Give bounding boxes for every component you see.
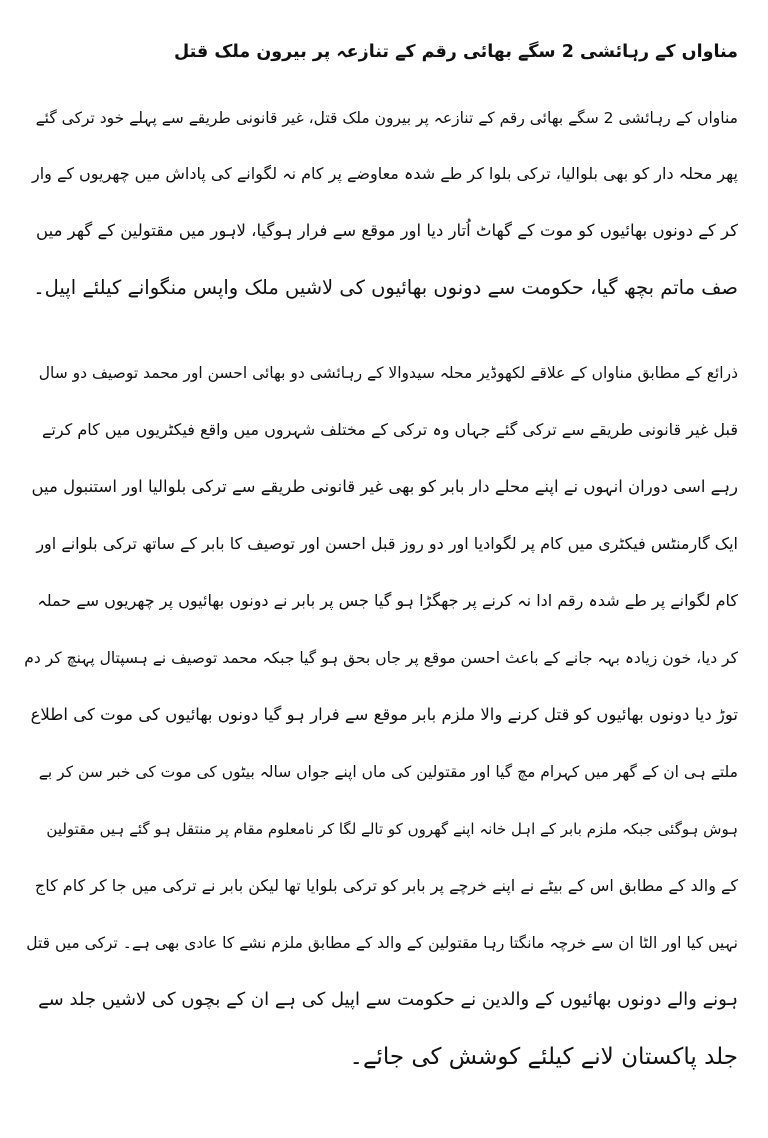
- body-line: کر دیا، خون زیادہ بہہ جانے کے باعث احسن موقع پر جاں بحق ہو گیا جبکہ محمد توصیف نے ہسپتال پہنچ کر دم: [24, 649, 738, 667]
- intro-line: پھر محلہ دار کو بھی بلوالیا، ترکی بلوا کر طے شدہ معاوضے پر کام نہ لگوانے کی پاداش میں چھریوں کے وار: [31, 164, 738, 183]
- article-headline: مناواں کے رہائشی 2 سگے بھائی رقم کے تنازعہ پر بیرون ملک قتل: [174, 42, 738, 62]
- body-line: نہیں کیا اور الٹا ان سے خرچہ مانگتا رہا مقتولین کے والد کے مطابق ملزم نشے کا عادی بھی ہے۔ ترکی میں قتل: [26, 934, 738, 952]
- intro-line: صف ماتم بچھ گیا، حکومت سے دونوں بھائیوں کی لاشیں ملک واپس منگوانے کیلئے اپیل۔: [33, 276, 738, 299]
- body-line: کے والد کے مطابق اس کے بیٹے نے اپنے خرچے پر بابر کو ترکی بلوایا تھا لیکن بابر نے ترکی میں جا کر کام کاج: [34, 876, 738, 895]
- body-line: جلد پاکستان لانے کیلئے کوشش کی جائے۔: [349, 1044, 738, 1070]
- body-line: ذرائع کے مطابق مناواں کے علاقے لکھوڈیر محلہ سیدوالا کے رہائشی دو بھائی احسن اور محمد توصیف دو سال: [38, 364, 738, 382]
- body-line: قبل غیر قانونی طریقے سے ترکی گئے جہاں وہ ترکی کے مختلف شہروں میں واقع فیکٹریوں میں کام کرتے: [41, 420, 738, 439]
- body-line: ہونے والے دونوں بھائیوں کے والدین نے حکومت سے اپیل کی ہے ان کے بچوں کی لاشیں جلد سے: [38, 989, 738, 1010]
- intro-line: کر کے دونوں بھائیوں کو موت کے گھاٹ اُتار دیا اور موقع سے فرار ہوگیا، لاہور میں مقتولین کے گھر میں: [36, 221, 738, 240]
- body-line: ایک گارمنٹس فیکٹری میں کام پر لگوادیا اور دو روز قبل احسن اور توصیف کا بابر کے ساتھ ترکی بلوانے اور: [36, 534, 738, 553]
- body-line: ہوش ہوگئی جبکہ ملزم بابر کے اہل خانہ اپنے گھروں کو تالے لگا کر نامعلوم مقام پر منتقل ہو گئے ہیں مقتولین: [46, 820, 738, 838]
- body-line: رہے اسی دوران انہوں نے اپنے محلے دار بابر کو بھی غیر قانونی طریقے سے ترکی بلوالیا اور استنبول میں: [31, 477, 738, 496]
- intro-line: مناواں کے رہائشی 2 سگے بھائی رقم کے تنازعہ پر بیرون ملک قتل، غیر قانونی طریقے سے پہلے خود ترکی گئے: [35, 109, 738, 127]
- body-line: ملتے ہی ان کے گھر میں کہرام مچ گیا اور مقتولین کی ماں اپنے جواں سالہ بیٹوں کی موت کی خبر سن کر بے: [38, 763, 738, 781]
- body-line: توڑ دیا دونوں بھائیوں کو قتل کرنے والا ملزم بابر موقع سے فرار ہو گیا دونوں بھائیوں کی موت کی اطلاع: [30, 705, 738, 724]
- body-line: کام لگوانے پر طے شدہ رقم ادا نہ کرنے پر جھگڑا ہو گیا جس پر بابر نے دونوں بھائیوں پر چھریوں سے حملہ: [37, 591, 738, 610]
